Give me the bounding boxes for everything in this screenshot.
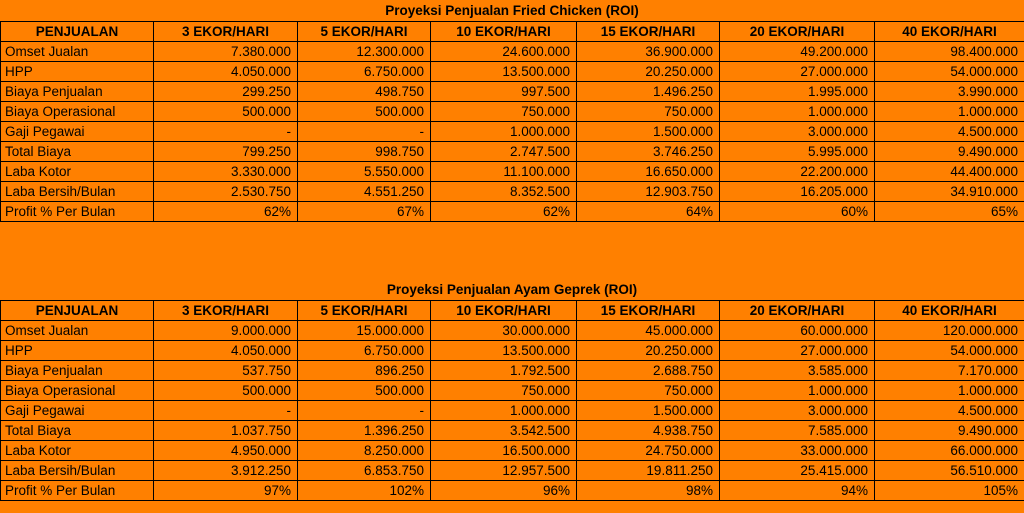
column-header: 40 EKOR/HARI	[875, 22, 1024, 42]
value-cell: 20.250.000	[577, 341, 720, 361]
value-cell: 1.037.750	[154, 421, 298, 441]
value-cell: 12.300.000	[298, 42, 431, 62]
fried-chicken-roi-section	[0, 0, 1024, 222]
value-cell: 750.000	[431, 102, 577, 122]
row-label: Total Biaya	[1, 142, 154, 162]
table-row	[1, 401, 1024, 421]
value-cell: 120.000.000	[875, 321, 1024, 341]
row-label: Biaya Operasional	[1, 381, 154, 401]
row-label: Laba Bersih/Bulan	[1, 182, 154, 202]
value-cell: 30.000.000	[431, 321, 577, 341]
value-cell: 60.000.000	[720, 321, 875, 341]
value-cell: 102%	[298, 481, 431, 501]
value-cell: 4.950.000	[154, 441, 298, 461]
value-cell: 1.000.000	[431, 401, 577, 421]
table-row	[1, 42, 1024, 62]
value-cell: 98.400.000	[875, 42, 1024, 62]
value-cell: 4.500.000	[875, 401, 1024, 421]
ayam-geprek-roi-table	[0, 300, 1024, 501]
value-cell: 896.250	[298, 361, 431, 381]
value-cell: 19.811.250	[577, 461, 720, 481]
value-cell: 24.750.000	[577, 441, 720, 461]
column-header: 3 EKOR/HARI	[154, 22, 298, 42]
value-cell: -	[154, 401, 298, 421]
value-cell: 3.542.500	[431, 421, 577, 441]
value-cell: 750.000	[577, 102, 720, 122]
table-title: Proyeksi Penjualan Ayam Geprek (ROI)	[386, 282, 638, 297]
value-cell: 3.000.000	[720, 401, 875, 421]
row-label: HPP	[1, 341, 154, 361]
value-cell: 6.853.750	[298, 461, 431, 481]
value-cell: -	[154, 122, 298, 142]
column-header: 5 EKOR/HARI	[298, 301, 431, 321]
value-cell: 62%	[154, 202, 298, 222]
column-header: 10 EKOR/HARI	[431, 301, 577, 321]
value-cell: 2.688.750	[577, 361, 720, 381]
value-cell: 5.550.000	[298, 162, 431, 182]
row-label: Omset Jualan	[1, 42, 154, 62]
table-row	[1, 381, 1024, 401]
value-cell: 7.585.000	[720, 421, 875, 441]
value-cell: 96%	[431, 481, 577, 501]
column-header: 3 EKOR/HARI	[154, 301, 298, 321]
value-cell: 6.750.000	[298, 62, 431, 82]
value-cell: 750.000	[431, 381, 577, 401]
value-cell: 3.912.250	[154, 461, 298, 481]
value-cell: 8.352.500	[431, 182, 577, 202]
value-cell: 537.750	[154, 361, 298, 381]
value-cell: 1.500.000	[577, 122, 720, 142]
row-label: Profit % Per Bulan	[1, 202, 154, 222]
value-cell: 65%	[875, 202, 1024, 222]
column-header: 15 EKOR/HARI	[577, 22, 720, 42]
value-cell: 34.910.000	[875, 182, 1024, 202]
table-row	[1, 142, 1024, 162]
value-cell: 500.000	[298, 102, 431, 122]
table-row	[1, 421, 1024, 441]
value-cell: 2.747.500	[431, 142, 577, 162]
value-cell: 9.490.000	[875, 421, 1024, 441]
value-cell: 9.490.000	[875, 142, 1024, 162]
column-header: 5 EKOR/HARI	[298, 22, 431, 42]
value-cell: 1.995.000	[720, 82, 875, 102]
row-label: Biaya Penjualan	[1, 82, 154, 102]
table-row	[1, 122, 1024, 142]
value-cell: 1.000.000	[875, 381, 1024, 401]
row-label: Total Biaya	[1, 421, 154, 441]
value-cell: 20.250.000	[577, 62, 720, 82]
value-cell: 5.995.000	[720, 142, 875, 162]
row-label: HPP	[1, 62, 154, 82]
value-cell: 500.000	[298, 381, 431, 401]
value-cell: 62%	[431, 202, 577, 222]
value-cell: 1.000.000	[720, 381, 875, 401]
value-cell: 1.500.000	[577, 401, 720, 421]
value-cell: 12.957.500	[431, 461, 577, 481]
row-label: Biaya Penjualan	[1, 361, 154, 381]
value-cell: 36.900.000	[577, 42, 720, 62]
value-cell: 3.000.000	[720, 122, 875, 142]
value-cell: 8.250.000	[298, 441, 431, 461]
value-cell: 4.938.750	[577, 421, 720, 441]
value-cell: 94%	[720, 481, 875, 501]
value-cell: 3.746.250	[577, 142, 720, 162]
value-cell: 799.250	[154, 142, 298, 162]
section-spacer	[0, 236, 1024, 279]
value-cell: 64%	[577, 202, 720, 222]
table-row	[1, 82, 1024, 102]
value-cell: 4.500.000	[875, 122, 1024, 142]
ayam-geprek-roi-section	[0, 279, 1024, 501]
table-row	[1, 461, 1024, 481]
value-cell: 6.750.000	[298, 341, 431, 361]
value-cell: 16.650.000	[577, 162, 720, 182]
value-cell: 3.330.000	[154, 162, 298, 182]
table-row	[1, 182, 1024, 202]
value-cell: 33.000.000	[720, 441, 875, 461]
value-cell: 998.750	[298, 142, 431, 162]
header-row	[1, 301, 1024, 321]
value-cell: 2.530.750	[154, 182, 298, 202]
value-cell: -	[298, 122, 431, 142]
header-row	[1, 22, 1024, 42]
value-cell: 997.500	[431, 82, 577, 102]
row-label: Laba Kotor	[1, 162, 154, 182]
value-cell: 16.205.000	[720, 182, 875, 202]
table-row	[1, 62, 1024, 82]
value-cell: -	[298, 401, 431, 421]
value-cell: 13.500.000	[431, 62, 577, 82]
value-cell: 15.000.000	[298, 321, 431, 341]
value-cell: 1.496.250	[577, 82, 720, 102]
value-cell: 54.000.000	[875, 62, 1024, 82]
fried-chicken-roi-table	[0, 21, 1024, 222]
table-row	[1, 202, 1024, 222]
column-header-penjualan: PENJUALAN	[1, 301, 154, 321]
value-cell: 4.050.000	[154, 341, 298, 361]
value-cell: 1.396.250	[298, 421, 431, 441]
value-cell: 24.600.000	[431, 42, 577, 62]
value-cell: 9.000.000	[154, 321, 298, 341]
column-header: 20 EKOR/HARI	[720, 301, 875, 321]
value-cell: 3.585.000	[720, 361, 875, 381]
value-cell: 22.200.000	[720, 162, 875, 182]
table-title: Proyeksi Penjualan Fried Chicken (ROI)	[385, 3, 639, 18]
value-cell: 67%	[298, 202, 431, 222]
value-cell: 1.792.500	[431, 361, 577, 381]
value-cell: 49.200.000	[720, 42, 875, 62]
value-cell: 12.903.750	[577, 182, 720, 202]
value-cell: 1.000.000	[875, 102, 1024, 122]
table-row	[1, 162, 1024, 182]
row-label: Gaji Pegawai	[1, 401, 154, 421]
column-header: 40 EKOR/HARI	[875, 301, 1024, 321]
table-row	[1, 341, 1024, 361]
table-row	[1, 361, 1024, 381]
table-row	[1, 102, 1024, 122]
row-label: Profit % Per Bulan	[1, 481, 154, 501]
value-cell: 54.000.000	[875, 341, 1024, 361]
value-cell: 60%	[720, 202, 875, 222]
value-cell: 500.000	[154, 102, 298, 122]
value-cell: 44.400.000	[875, 162, 1024, 182]
column-header-penjualan: PENJUALAN	[1, 22, 154, 42]
row-label: Laba Kotor	[1, 441, 154, 461]
table-row	[1, 481, 1024, 501]
value-cell: 500.000	[154, 381, 298, 401]
row-label: Biaya Operasional	[1, 102, 154, 122]
value-cell: 13.500.000	[431, 341, 577, 361]
value-cell: 97%	[154, 481, 298, 501]
column-header: 20 EKOR/HARI	[720, 22, 875, 42]
row-label: Gaji Pegawai	[1, 122, 154, 142]
value-cell: 3.990.000	[875, 82, 1024, 102]
value-cell: 4.050.000	[154, 62, 298, 82]
table-row	[1, 441, 1024, 461]
value-cell: 7.380.000	[154, 42, 298, 62]
row-label: Laba Bersih/Bulan	[1, 461, 154, 481]
value-cell: 750.000	[577, 381, 720, 401]
value-cell: 299.250	[154, 82, 298, 102]
value-cell: 27.000.000	[720, 341, 875, 361]
row-label: Omset Jualan	[1, 321, 154, 341]
value-cell: 16.500.000	[431, 441, 577, 461]
value-cell: 25.415.000	[720, 461, 875, 481]
value-cell: 56.510.000	[875, 461, 1024, 481]
value-cell: 27.000.000	[720, 62, 875, 82]
value-cell: 4.551.250	[298, 182, 431, 202]
column-header: 15 EKOR/HARI	[577, 301, 720, 321]
value-cell: 498.750	[298, 82, 431, 102]
value-cell: 7.170.000	[875, 361, 1024, 381]
column-header: 10 EKOR/HARI	[431, 22, 577, 42]
value-cell: 105%	[875, 481, 1024, 501]
value-cell: 66.000.000	[875, 441, 1024, 461]
value-cell: 1.000.000	[720, 102, 875, 122]
value-cell: 11.100.000	[431, 162, 577, 182]
value-cell: 45.000.000	[577, 321, 720, 341]
value-cell: 98%	[577, 481, 720, 501]
value-cell: 1.000.000	[431, 122, 577, 142]
table-row	[1, 321, 1024, 341]
